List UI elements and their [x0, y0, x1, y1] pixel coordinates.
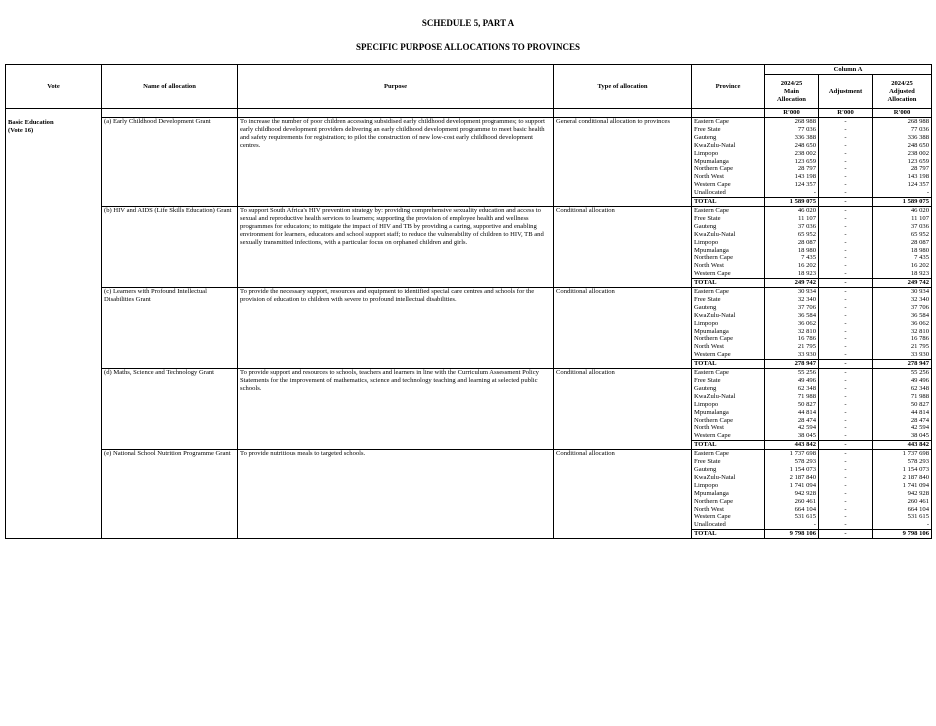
- allocations-table: [5, 64, 932, 539]
- adjustment: -: [819, 377, 873, 385]
- adjustment: -: [819, 424, 873, 432]
- main-allocation: 2 187 840: [765, 474, 819, 482]
- province-name: Gauteng: [692, 385, 765, 393]
- adjusted-allocation: 32 340: [873, 296, 932, 304]
- allocation-name: (a) Early Childhood Development Grant: [102, 118, 238, 207]
- main-allocation: 32 810: [765, 328, 819, 336]
- allocation-type: Conditional allocation: [554, 206, 692, 287]
- vote-cell: [6, 109, 102, 539]
- adjustment: -: [819, 247, 873, 255]
- adjustment: -: [819, 304, 873, 312]
- adjustment: -: [819, 312, 873, 320]
- province-name: Western Cape: [692, 432, 765, 440]
- adjusted-allocation: 336 388: [873, 134, 932, 142]
- province-name: Eastern Cape: [692, 288, 765, 296]
- adjusted-allocation: 531 615: [873, 513, 932, 521]
- adjusted-allocation: 124 357: [873, 181, 932, 189]
- main-allocation: 55 256: [765, 369, 819, 377]
- adjustment: -: [819, 206, 873, 214]
- total-label: TOTAL: [692, 360, 765, 369]
- province-name: Northern Cape: [692, 254, 765, 262]
- adjusted-allocation: 32 810: [873, 328, 932, 336]
- adjusted-allocation: 238 002: [873, 150, 932, 158]
- adjustment: -: [819, 173, 873, 181]
- total-adjustment: -: [819, 198, 873, 207]
- total-adjustment: -: [819, 530, 873, 539]
- allocation-name: (d) Maths, Science and Technology Grant: [102, 369, 238, 450]
- main-allocation: 18 980: [765, 247, 819, 255]
- province-name: Unallocated: [692, 189, 765, 197]
- adjusted-allocation: -: [873, 189, 932, 197]
- main-allocation: 238 002: [765, 150, 819, 158]
- header-vote: Vote: [6, 65, 102, 109]
- province-name: Gauteng: [692, 223, 765, 231]
- main-allocation: 578 293: [765, 458, 819, 466]
- total-adjustment: -: [819, 441, 873, 450]
- province-name: Eastern Cape: [692, 206, 765, 214]
- unit-adjustment: R'000: [819, 109, 873, 118]
- main-allocation: -: [765, 189, 819, 197]
- table-row: [6, 118, 932, 126]
- adjustment: -: [819, 165, 873, 173]
- province-name: North West: [692, 173, 765, 181]
- main-allocation: 18 923: [765, 270, 819, 278]
- main-allocation: 36 584: [765, 312, 819, 320]
- allocation-type: General conditional allocation to provinces: [554, 118, 692, 207]
- header-adjustment: Adjustment: [819, 75, 873, 109]
- adjusted-allocation: 49 496: [873, 377, 932, 385]
- province-name: KwaZulu-Natal: [692, 393, 765, 401]
- total-adjustment: -: [819, 279, 873, 288]
- province-name: Free State: [692, 126, 765, 134]
- header-province: Province: [692, 65, 765, 109]
- total-main: 443 842: [765, 441, 819, 450]
- adjustment: -: [819, 288, 873, 296]
- main-allocation: 49 496: [765, 377, 819, 385]
- province-name: North West: [692, 343, 765, 351]
- allocation-name: (e) National School Nutrition Programme Grant: [102, 450, 238, 539]
- main-allocation: -: [765, 521, 819, 529]
- total-adjustment: -: [819, 360, 873, 369]
- total-adjusted: 9 798 106: [873, 530, 932, 539]
- adjustment: -: [819, 432, 873, 440]
- province-name: Free State: [692, 377, 765, 385]
- total-label: TOTAL: [692, 279, 765, 288]
- main-allocation: 123 659: [765, 158, 819, 166]
- adjustment: -: [819, 409, 873, 417]
- allocation-purpose: To increase the number of poor children accessing subsidised early childhood development programmes; to support early childhood development providers delivering an early childhood development programme to meet basic health and safety requirements for registration; to pilot the construction of new low-cost early childhood development centres.: [238, 118, 554, 207]
- adjusted-allocation: 65 952: [873, 231, 932, 239]
- header-type: Type of allocation: [554, 65, 692, 109]
- province-name: Free State: [692, 296, 765, 304]
- main-allocation: 38 045: [765, 432, 819, 440]
- main-allocation: 143 198: [765, 173, 819, 181]
- adjustment: -: [819, 142, 873, 150]
- province-name: Limpopo: [692, 401, 765, 409]
- adjusted-allocation: 7 435: [873, 254, 932, 262]
- adjusted-allocation: 11 107: [873, 215, 932, 223]
- adjustment: -: [819, 134, 873, 142]
- adjustment: -: [819, 513, 873, 521]
- adjustment: -: [819, 254, 873, 262]
- province-name: Western Cape: [692, 513, 765, 521]
- vote-name: Basic Education: [8, 119, 54, 126]
- province-name: North West: [692, 506, 765, 514]
- main-allocation: 37 036: [765, 223, 819, 231]
- adjustment: -: [819, 223, 873, 231]
- header-main-line2: Main: [783, 87, 800, 95]
- province-name: Mpumalanga: [692, 247, 765, 255]
- province-name: Northern Cape: [692, 417, 765, 425]
- adjusted-allocation: 18 923: [873, 270, 932, 278]
- adjusted-allocation: 44 814: [873, 409, 932, 417]
- total-main: 1 589 075: [765, 198, 819, 207]
- adjustment: -: [819, 369, 873, 377]
- main-allocation: 37 706: [765, 304, 819, 312]
- adjustment: -: [819, 401, 873, 409]
- main-allocation: 268 988: [765, 118, 819, 126]
- header-adjusted-line3: Allocation: [887, 95, 917, 103]
- adjustment: -: [819, 215, 873, 223]
- province-name: Mpumalanga: [692, 409, 765, 417]
- total-main: 278 947: [765, 360, 819, 369]
- adjustment: -: [819, 270, 873, 278]
- header-adjusted-line2: Adjusted: [889, 87, 915, 95]
- main-allocation: 32 340: [765, 296, 819, 304]
- main-allocation: 71 988: [765, 393, 819, 401]
- main-allocation: 942 928: [765, 490, 819, 498]
- province-name: Gauteng: [692, 304, 765, 312]
- header-purpose: Purpose: [238, 65, 554, 109]
- header-main-line3: Allocation: [777, 95, 806, 103]
- adjustment: -: [819, 181, 873, 189]
- adjustment: -: [819, 498, 873, 506]
- allocation-purpose: To provide the necessary support, resources and equipment to identified special care centres and schools for the provision of education to children with severe to profound intellectual disabilities.: [238, 288, 554, 369]
- province-name: Eastern Cape: [692, 450, 765, 458]
- adjusted-allocation: 77 036: [873, 126, 932, 134]
- adjustment: -: [819, 189, 873, 197]
- adjusted-allocation: 260 461: [873, 498, 932, 506]
- main-allocation: 16 202: [765, 262, 819, 270]
- adjusted-allocation: 37 036: [873, 223, 932, 231]
- adjusted-allocation: 578 293: [873, 458, 932, 466]
- main-allocation: 248 650: [765, 142, 819, 150]
- main-allocation: 531 615: [765, 513, 819, 521]
- adjustment: -: [819, 385, 873, 393]
- province-name: Limpopo: [692, 239, 765, 247]
- province-name: North West: [692, 424, 765, 432]
- adjusted-allocation: 33 930: [873, 351, 932, 359]
- main-allocation: 50 827: [765, 401, 819, 409]
- table-row: [6, 288, 932, 296]
- adjusted-allocation: 71 988: [873, 393, 932, 401]
- main-allocation: 65 952: [765, 231, 819, 239]
- header-name: Name of allocation: [102, 65, 238, 109]
- adjustment: -: [819, 320, 873, 328]
- main-allocation: 336 388: [765, 134, 819, 142]
- total-main: 249 742: [765, 279, 819, 288]
- adjusted-allocation: 18 980: [873, 247, 932, 255]
- table-row: [6, 369, 932, 377]
- adjustment: -: [819, 351, 873, 359]
- province-name: Eastern Cape: [692, 369, 765, 377]
- adjustment: -: [819, 506, 873, 514]
- total-label: TOTAL: [692, 441, 765, 450]
- adjustment: -: [819, 239, 873, 247]
- province-name: Western Cape: [692, 351, 765, 359]
- adjustment: -: [819, 126, 873, 134]
- province-name: Limpopo: [692, 320, 765, 328]
- province-name: KwaZulu-Natal: [692, 474, 765, 482]
- adjusted-allocation: 16 202: [873, 262, 932, 270]
- main-allocation: 7 435: [765, 254, 819, 262]
- total-adjusted: 1 589 075: [873, 198, 932, 207]
- main-allocation: 664 104: [765, 506, 819, 514]
- province-name: KwaZulu-Natal: [692, 231, 765, 239]
- adjustment: -: [819, 450, 873, 458]
- adjustment: -: [819, 482, 873, 490]
- province-name: Eastern Cape: [692, 118, 765, 126]
- adjustment: -: [819, 490, 873, 498]
- total-adjusted: 443 842: [873, 441, 932, 450]
- schedule-title: SCHEDULE 5, PART A: [421, 18, 515, 28]
- adjusted-allocation: 50 827: [873, 401, 932, 409]
- province-name: Northern Cape: [692, 165, 765, 173]
- province-name: Northern Cape: [692, 335, 765, 343]
- adjusted-allocation: 28 474: [873, 417, 932, 425]
- main-allocation: 42 594: [765, 424, 819, 432]
- adjusted-allocation: 942 928: [873, 490, 932, 498]
- adjusted-allocation: 248 650: [873, 142, 932, 150]
- header-main-allocation: [765, 75, 819, 109]
- province-name: Limpopo: [692, 482, 765, 490]
- province-name: KwaZulu-Natal: [692, 312, 765, 320]
- adjusted-allocation: 46 020: [873, 206, 932, 214]
- adjusted-allocation: 28 797: [873, 165, 932, 173]
- province-name: Mpumalanga: [692, 158, 765, 166]
- adjusted-allocation: 664 104: [873, 506, 932, 514]
- adjustment: -: [819, 231, 873, 239]
- main-allocation: 28 797: [765, 165, 819, 173]
- total-label: TOTAL: [692, 530, 765, 539]
- adjustment: -: [819, 118, 873, 126]
- main-allocation: 46 020: [765, 206, 819, 214]
- adjusted-allocation: 21 795: [873, 343, 932, 351]
- adjusted-allocation: 42 594: [873, 424, 932, 432]
- province-name: Mpumalanga: [692, 490, 765, 498]
- province-name: Western Cape: [692, 270, 765, 278]
- header-adjusted-allocation: [873, 75, 932, 109]
- adjusted-allocation: 2 187 840: [873, 474, 932, 482]
- province-name: Gauteng: [692, 134, 765, 142]
- adjusted-allocation: -: [873, 521, 932, 529]
- adjusted-allocation: 62 348: [873, 385, 932, 393]
- allocation-purpose: To provide support and resources to schools, teachers and learners in line with the Curriculum Assessment Policy Statements for the improvement of mathematics, science and technology teaching and learning at selected public schools.: [238, 369, 554, 450]
- adjusted-allocation: 123 659: [873, 158, 932, 166]
- main-allocation: 62 348: [765, 385, 819, 393]
- unit-adjusted: R'000: [873, 109, 932, 118]
- header-column-group: Column A: [765, 65, 932, 75]
- unit-main: R'000: [765, 109, 819, 118]
- main-allocation: 21 795: [765, 343, 819, 351]
- main-allocation: 30 934: [765, 288, 819, 296]
- table-row: [6, 206, 932, 214]
- adjusted-allocation: 38 045: [873, 432, 932, 440]
- main-allocation: 77 036: [765, 126, 819, 134]
- total-adjusted: 249 742: [873, 279, 932, 288]
- province-name: Mpumalanga: [692, 328, 765, 336]
- province-name: Gauteng: [692, 466, 765, 474]
- adjustment: -: [819, 343, 873, 351]
- adjusted-allocation: 268 988: [873, 118, 932, 126]
- adjustment: -: [819, 262, 873, 270]
- adjustment: -: [819, 158, 873, 166]
- allocation-purpose: To provide nutritious meals to targeted schools.: [238, 450, 554, 539]
- main-allocation: 33 930: [765, 351, 819, 359]
- header-adjusted-line1: 2024/25: [891, 79, 913, 87]
- main-allocation: 1 741 094: [765, 482, 819, 490]
- adjusted-allocation: 1 154 073: [873, 466, 932, 474]
- province-name: North West: [692, 262, 765, 270]
- province-name: Unallocated: [692, 521, 765, 529]
- main-allocation: 1 737 698: [765, 450, 819, 458]
- main-allocation: 36 062: [765, 320, 819, 328]
- adjusted-allocation: 37 706: [873, 304, 932, 312]
- province-name: Northern Cape: [692, 498, 765, 506]
- adjustment: -: [819, 521, 873, 529]
- total-label: TOTAL: [692, 198, 765, 207]
- adjustment: -: [819, 458, 873, 466]
- main-allocation: 11 107: [765, 215, 819, 223]
- adjustment: -: [819, 296, 873, 304]
- adjusted-allocation: 1 737 698: [873, 450, 932, 458]
- adjustment: -: [819, 335, 873, 343]
- adjusted-allocation: 28 087: [873, 239, 932, 247]
- adjusted-allocation: 36 584: [873, 312, 932, 320]
- main-allocation: 44 814: [765, 409, 819, 417]
- allocation-type: Conditional allocation: [554, 450, 692, 539]
- province-name: KwaZulu-Natal: [692, 142, 765, 150]
- adjusted-allocation: 16 786: [873, 335, 932, 343]
- header-main-line1: 2024/25: [780, 79, 803, 87]
- allocation-type: Conditional allocation: [554, 288, 692, 369]
- adjustment: -: [819, 328, 873, 336]
- adjustment: -: [819, 417, 873, 425]
- allocation-name: (c) Learners with Profound Intellectual Disabilities Grant: [102, 288, 238, 369]
- main-allocation: 28 474: [765, 417, 819, 425]
- allocation-type: Conditional allocation: [554, 369, 692, 450]
- table-row: [6, 450, 932, 458]
- main-allocation: 1 154 073: [765, 466, 819, 474]
- vote-number: (Vote 16): [8, 127, 34, 134]
- adjustment: -: [819, 393, 873, 401]
- adjusted-allocation: 30 934: [873, 288, 932, 296]
- adjusted-allocation: 1 741 094: [873, 482, 932, 490]
- main-allocation: 124 357: [765, 181, 819, 189]
- adjusted-allocation: 36 062: [873, 320, 932, 328]
- main-allocation: 260 461: [765, 498, 819, 506]
- total-main: 9 798 106: [765, 530, 819, 539]
- adjustment: -: [819, 474, 873, 482]
- adjusted-allocation: 55 256: [873, 369, 932, 377]
- schedule-subtitle: SPECIFIC PURPOSE ALLOCATIONS TO PROVINCES: [355, 42, 581, 52]
- adjustment: -: [819, 150, 873, 158]
- adjusted-allocation: 143 198: [873, 173, 932, 181]
- province-name: Free State: [692, 458, 765, 466]
- allocation-purpose: To support South Africa's HIV prevention strategy by: providing comprehensive sexuality education and access to sexual and reproductive health services to learners; supporting the provision of employee health and wellness programmes for educators; to mitigate the impact of HIV and TB by providing a caring, supportive and enabling environment for learners, educators and school support staff; to reduce the vulnerability of children to HIV, TB and sexually transmitted infections, with a particular focus on orphaned children and girls.: [238, 206, 554, 287]
- main-allocation: 28 087: [765, 239, 819, 247]
- allocation-name: (b) HIV and AIDS (Life Skills Education) Grant: [102, 206, 238, 287]
- province-name: Limpopo: [692, 150, 765, 158]
- main-allocation: 16 786: [765, 335, 819, 343]
- province-name: Western Cape: [692, 181, 765, 189]
- total-adjusted: 278 947: [873, 360, 932, 369]
- province-name: Free State: [692, 215, 765, 223]
- adjustment: -: [819, 466, 873, 474]
